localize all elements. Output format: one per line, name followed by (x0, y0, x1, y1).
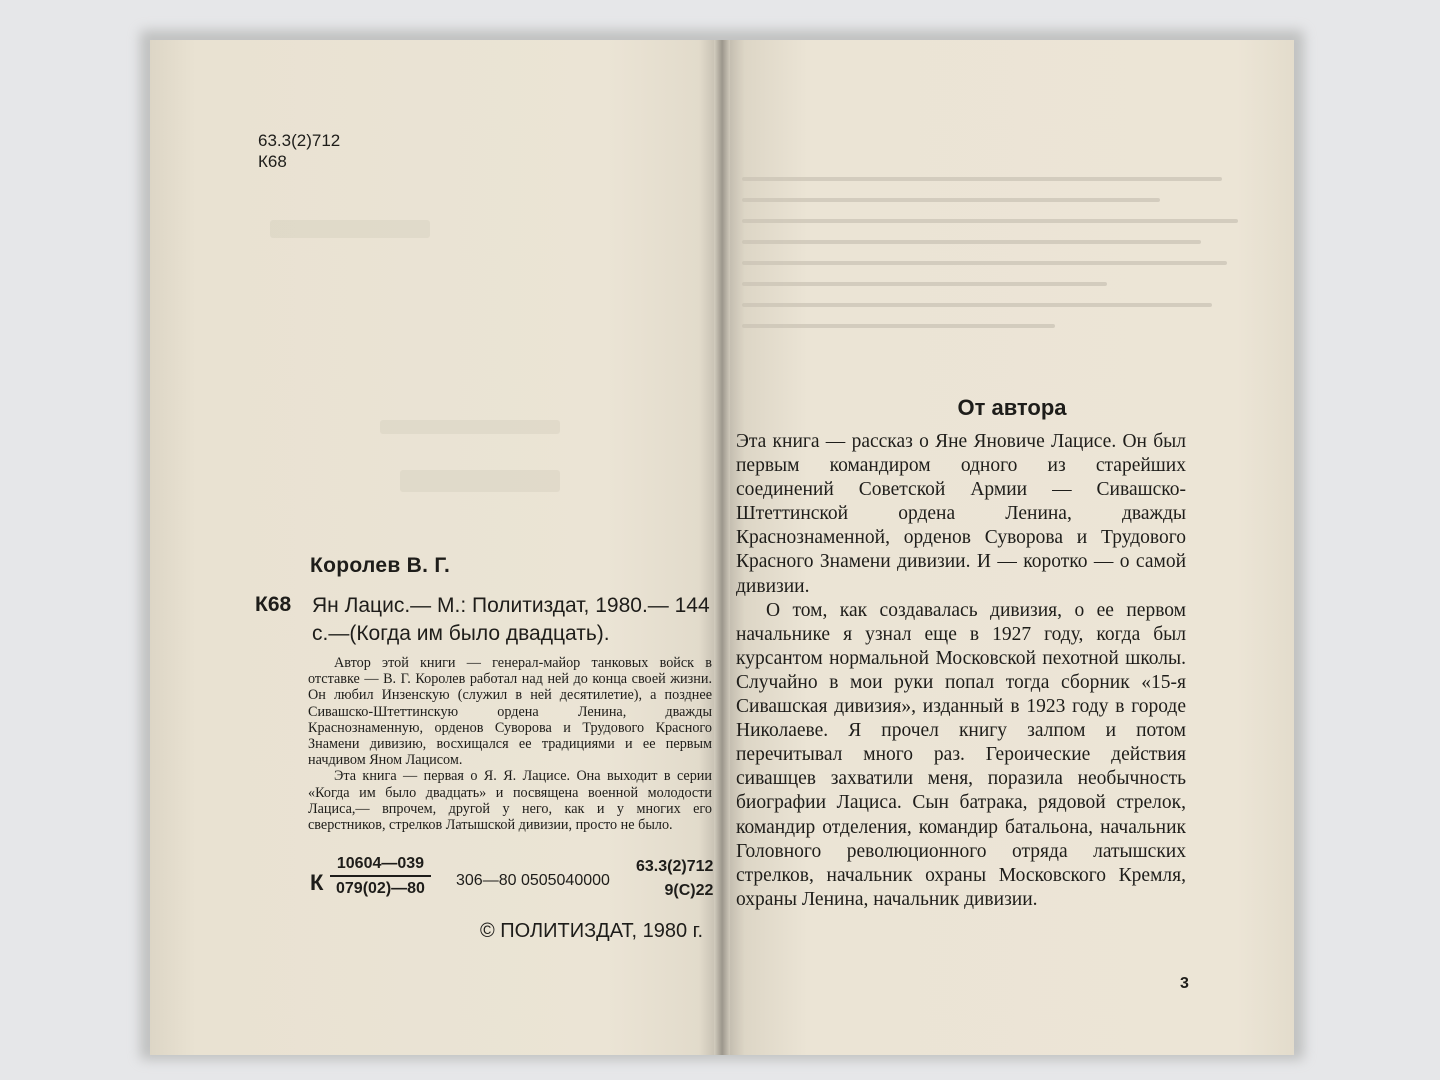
copyright: © ПОЛИТИЗДАТ, 1980 г. (480, 920, 704, 942)
page-number: 3 (1180, 975, 1189, 992)
formula-right-bottom: 9(С)22 (664, 882, 714, 899)
show-through-mark (270, 220, 430, 238)
author-sign: К68 (258, 152, 287, 171)
bibliographic-entry: Ян Лацис.— М.: Политиздат, 1980.— 144 с.—(Когда им было двадцать). (312, 594, 710, 645)
show-through-lines (742, 160, 1264, 345)
formula-fraction (330, 855, 431, 898)
formula-denominator: 079(02)—80 (336, 880, 425, 897)
annotation-paragraph: Автор этой книги — генерал-майор танковых войск в отставке — В. Г. Королев работал над ней до конца своей жизни. Он любил Инзенскую (служил в ней десятилетие), а позднее Сивашско-Штеттинскую ордена Ленина, дважды Краснознаменную, орденов Суворова и Трудового Красного Знамени дивизию, восхищался ее традициями и ее первым начдивом Яном Лацисом. (308, 655, 712, 769)
left-page (150, 40, 722, 1055)
show-through-mark (400, 470, 560, 492)
formula-middle: 306—80 0505040000 (456, 872, 610, 889)
book-spine (714, 40, 730, 1055)
show-through-mark (380, 420, 560, 434)
body-paragraph: О том, как создавалась дивизия, о ее первом начальнике я узнал еще в 1927 году, когда был курсантом нормальной Московской пехотной школы. Случайно в мои руки попал тогда сборник «15-я Сивашская дивизия», изданный в 1923 году в городе Николаеве. Я прочел книгу залпом и потом перечитывал много раз. Героические действия сивашцев захватили меня, поразила необычность биографии Лациса. Сын батрака, рядовой стрелок, командир отделения, командир батальона, начальник Головного революционного отряда латышских стрелков, начальник охраны Московского Кремля, охраны Ленина, начальник дивизии. (736, 599, 1186, 910)
body-paragraph: Эта книга — рассказ о Яне Яновиче Лацисе. Он был первым командиром одного из старейших соединений Советской Армии — Сивашско-Штеттинской ордена Ленина, дважды Краснознаменной, орденов Суворова и Трудового Красного Знамени дивизии. И — коротко — о самой дивизии. (736, 431, 1186, 597)
body-text (736, 430, 1186, 912)
formula-right-top: 63.3(2)712 (636, 858, 714, 875)
bbk-index: 63.3(2)712 (258, 131, 341, 150)
annotation (308, 655, 712, 833)
catalog-sign: К68 (255, 593, 292, 616)
formula-numerator: 10604—039 (330, 855, 431, 877)
annotation-paragraph: Эта книга — первая о Я. Я. Лацисе. Она выходит в серии «Когда им было двадцать» и посвящена военной молодости Лациса,— впрочем, другой у него, как и у многих его сверстников, стрелков Латышской дивизии, просто не было. (308, 768, 712, 834)
section-heading: От автора (957, 395, 1067, 420)
bbk-block (258, 130, 340, 172)
formula-right (636, 855, 713, 903)
right-page (722, 40, 1294, 1055)
author-name: Королев В. Г. (310, 554, 451, 577)
formula-letter: К (310, 870, 324, 895)
